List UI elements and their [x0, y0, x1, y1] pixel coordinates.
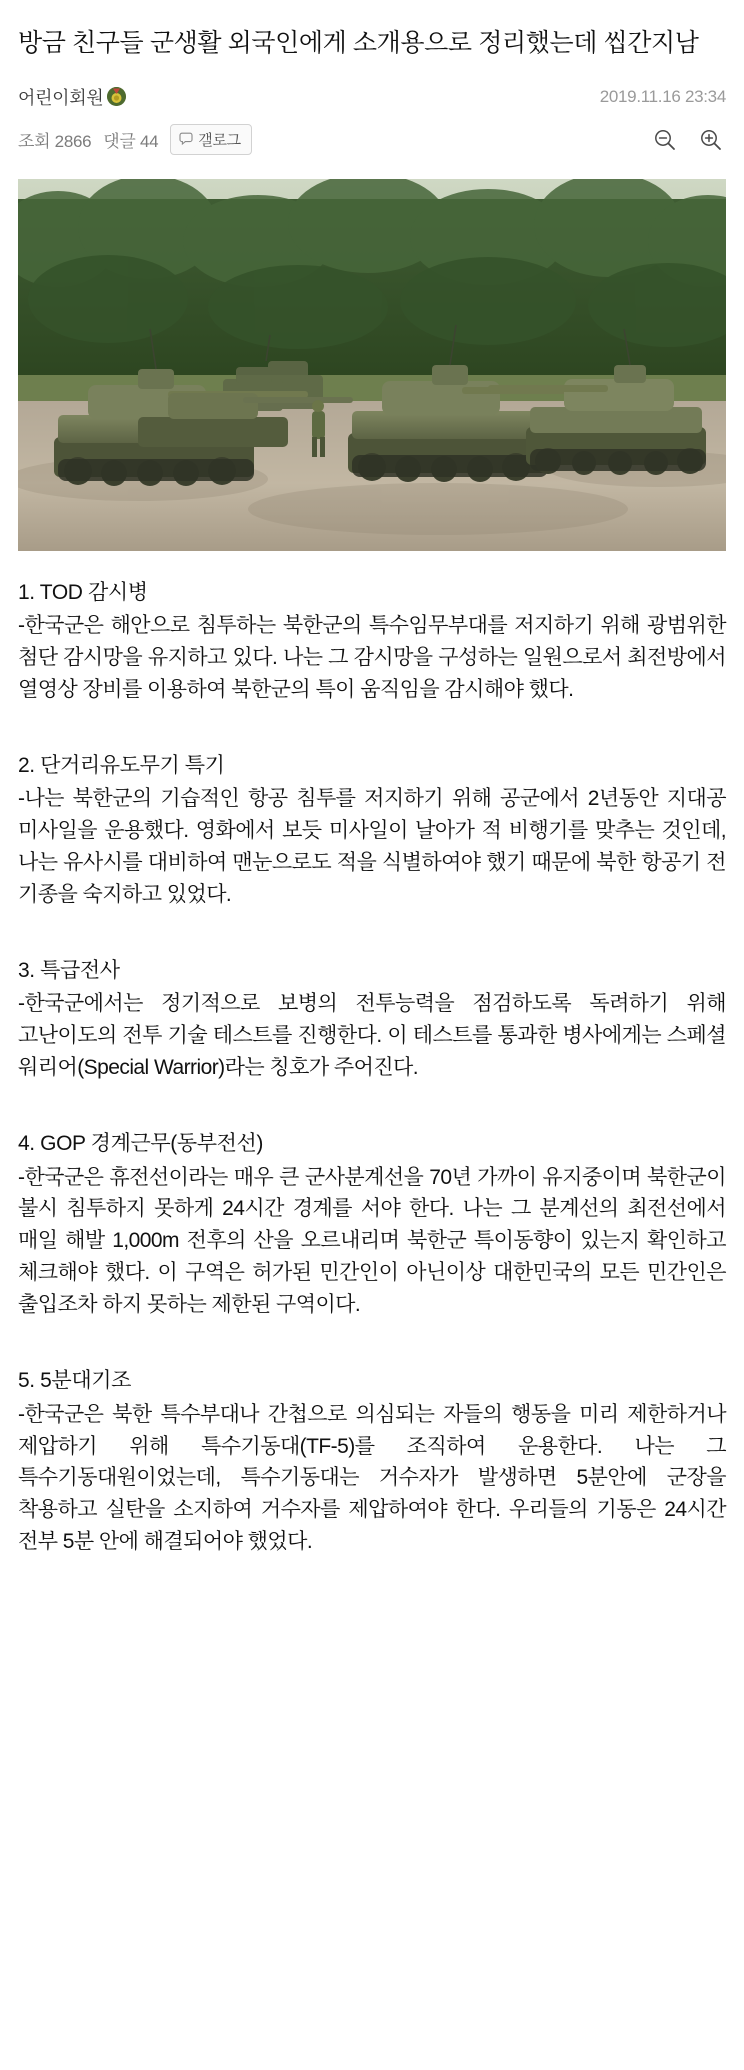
- comment-count: 댓글 44: [103, 131, 159, 151]
- section-5-heading: 5. 5분대기조: [18, 1369, 131, 1393]
- section-3-body: -한국군에서는 정기적으로 보병의 전투능력을 점검하도록 독려하기 위해 고난이도의 전투 기술 테스트를 진행한다. 이 테스트를 통과한 병사에게는 스페셜 워리어(Special Warrior)라는 칭호가 주어진다.: [18, 992, 726, 1080]
- zoom-in-icon[interactable]: [698, 127, 722, 151]
- gallog-button[interactable]: [170, 124, 252, 155]
- section-2-heading: 2. 단거리유도무기 특기: [18, 753, 225, 777]
- zoom-controls: [652, 127, 726, 151]
- section-4-heading: 4. GOP 경계근무(동부전선): [18, 1132, 263, 1156]
- author-name: 어린이회원: [18, 87, 104, 108]
- section-4-body: -한국군은 휴전선이라는 매우 큰 군사분계선을 70년 가까이 유지중이며 북한군이 불시 침투하지 못하게 24시간 경계를 서야 한다. 나는 그 분계선의 최전선에서 매일 해발 1,000m 전후의 산을 오르내리며 북한군 특이동향이 있는지 확인하고 체크해야 했다. 이 구역은 허가된 민간인이 아닌이상 대한민국의 모든 민간인은 출입조차 하지 못하는 제한된 구역이다.: [18, 1165, 726, 1317]
- author-block[interactable]: [18, 84, 126, 110]
- section-1-heading: 1. TOD 감시병: [18, 580, 148, 604]
- section-5: [18, 1365, 726, 1558]
- speech-bubble-icon: [179, 132, 193, 146]
- post-stats-left: [18, 124, 252, 155]
- post-header: [0, 0, 744, 171]
- section-3: [18, 955, 726, 1084]
- post-body: [0, 577, 744, 1593]
- medal-badge-icon: [107, 87, 126, 106]
- section-3-heading: 3. 특급전사: [18, 958, 120, 982]
- section-4: [18, 1128, 726, 1321]
- view-count: 조회 2866: [18, 131, 92, 151]
- post-stats-row: [18, 124, 726, 171]
- section-1: [18, 577, 726, 706]
- post-date: 2019.11.16 23:34: [599, 86, 726, 106]
- section-2: [18, 750, 726, 911]
- section-1-body: -한국군은 해안으로 침투하는 북한군의 특수임무부대를 저지하기 위해 광범위한 첨단 감시망을 유지하고 있다. 나는 그 감시망을 구성하는 일원으로서 최전방에서 열영상 장비를 이용하여 북한군의 특이 움직임을 감시해야 했다.: [18, 614, 726, 701]
- page-title: 방금 친구들 군생활 외국인에게 소개용으로 정리했는데 씹간지남: [18, 29, 699, 57]
- post-meta-row: [18, 84, 726, 110]
- zoom-out-icon[interactable]: [652, 127, 676, 151]
- post-image[interactable]: [18, 179, 726, 551]
- section-5-body: -한국군은 북한 특수부대나 간첩으로 의심되는 자들의 행동을 미리 제한하거나 제압하기 위해 특수기동대(TF-5)를 조직하여 운용한다. 나는 그 특수기동대원이었는데, 특수기동대는 거수자가 발생하면 5분안에 군장을 착용하고 실탄을 소지하여 거수자를 제압하여야 한다. 우리들의 기동은 24시간 전부 5분 안에 해결되어야 했었다.: [18, 1402, 726, 1554]
- section-2-body: -나는 북한군의 기습적인 항공 침투를 저지하기 위해 공군에서 2년동안 지대공 미사일을 운용했다. 영화에서 보듯 미사일이 날아가 적 비행기를 맞추는 것인데, 나는 유사시를 대비하여 맨눈으로도 적을 식별하여야 했기 때문에 북한 항공기 전 기종을 숙지하고 있었다.: [18, 787, 726, 906]
- gallog-label: 갤로그: [198, 131, 241, 149]
